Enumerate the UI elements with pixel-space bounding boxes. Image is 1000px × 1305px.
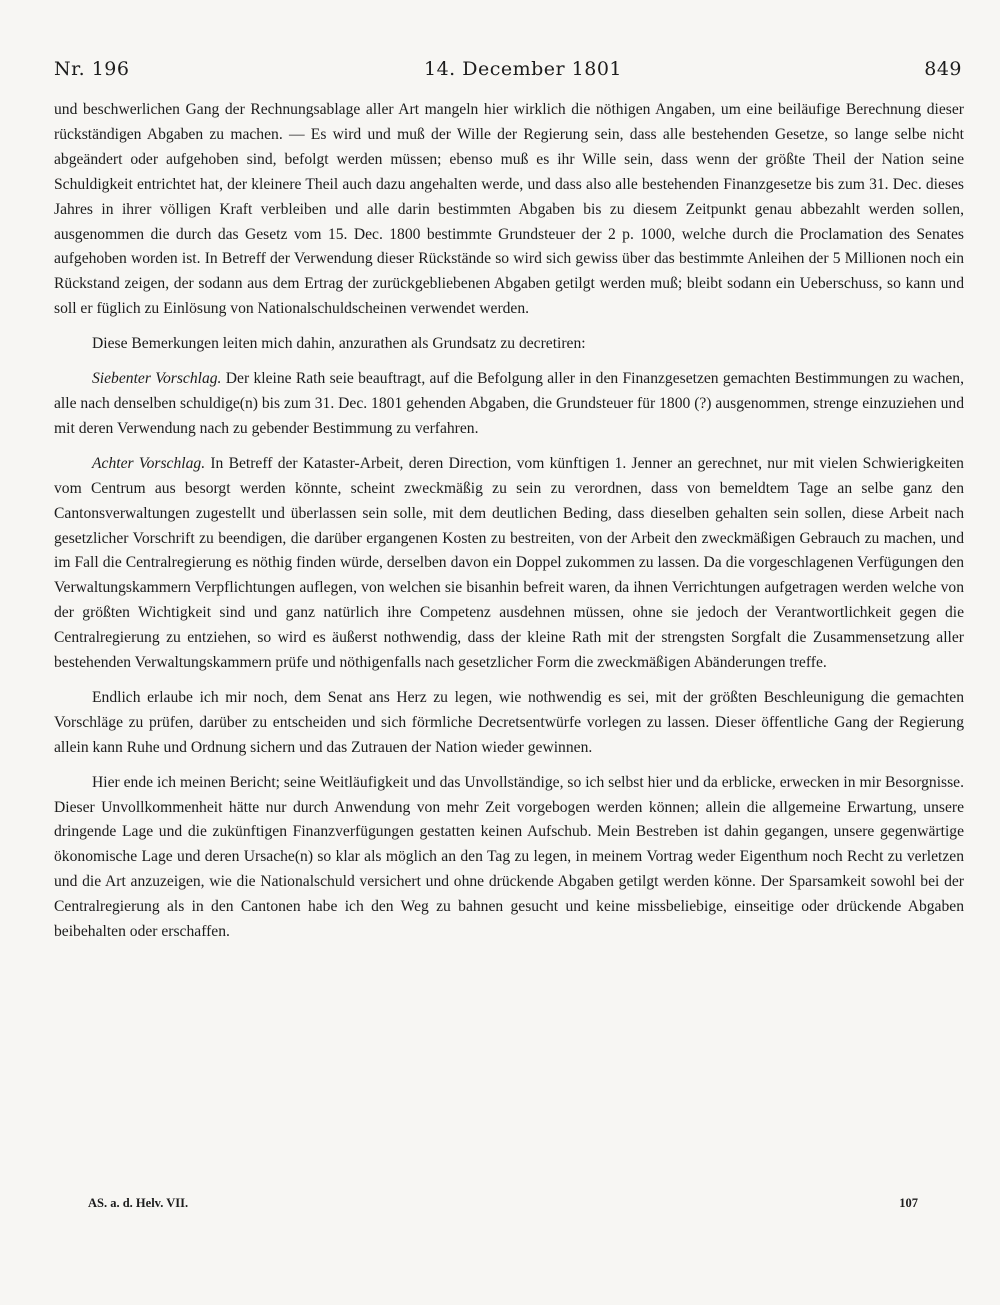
proposal-heading-8: Achter Vorschlag. [92,454,206,472]
paragraph-3 [54,367,964,442]
paragraph-2: Diese Bemerkungen leiten mich dahin, anzurathen als Grundsatz zu decretiren: [92,335,586,353]
proposal-text-7: Der kleine Rath seie beauftragt, auf die Befolgung aller in den Finanzgesetzen gemachten Bestimmungen zu wachen, alle nach denselben schuldige(n) bis zum 31. Dec. 1801 gehenden Abgaben, die Grundsteuer für 1800 (?) ausgenommen, strenge einzuziehen und mit deren Verwendung nach zu gebender Bestimmung zu verfahren. [54,370,964,437]
page-number: 849 [924,58,962,80]
page-footer [88,1196,918,1216]
proposal-heading-7: Siebenter Vorschlag. [92,370,222,388]
page-header [54,58,962,86]
document-date: 14. December 1801 [424,58,623,80]
paragraph-5: Endlich erlaube ich mir noch, dem Senat ans Herz zu legen, wie nothwendig es sei, mit der größten Beschleunigung die gemachten Vorschläge zu prüfen, darüber zu entscheiden und sich förmliche Decretsentwürfe vorlegen zu lassen. Dieser öffentliche Gang der Regierung allein kann Ruhe und Ordnung sichern und das Zutrauen der Nation wieder gewinnen. [54,688,964,756]
sheet-signature: 107 [899,1196,918,1210]
paragraph-6: Hier ende ich meinen Bericht; seine Weitläufigkeit und das Unvollständige, so ich selbst hier und da erblicke, erwecken in mir Besorgnisse. Dieser Unvollkommenheit hätte nur durch Anwendung von mehr Zeit vorgebogen werden können; allein die allgemeine Erwartung, unsere dringende Lage und die zukünftigen Finanzverfügungen gestatten keinen Aufschub. Mein Bestreben ist dahin gegangen, unsere gegenwärtige ökonomische Lage und deren Ursache(n) so klar als möglich an den Tag zu legen, in meinem Vortrag weder Eigenthum noch Recht zu verletzen und die Art anzuzeigen, wie die Nationalschuld versichert und ohne drückende Abgaben getilgt werden könne. Der Sparsamkeit sowohl bei der Centralregierung als in den Cantonen habe ich den Weg zu bahnen gesucht und keine missbeliebige, einseitige oder drückende Abgaben beibehalten oder erschaffen. [54,773,964,941]
paragraph-4 [54,452,964,676]
document-number: Nr. 196 [54,58,130,80]
body-text [54,98,964,945]
proposal-text-8: In Betreff der Kataster-Arbeit, deren Direction, vom künftigen 1. Jenner an gerechnet, nur mit vielen Schwierigkeiten vom Centrum aus besorgt werden könnte, scheint zweckmäßig zu sein zu verordnen, dass von bemeldtem Tage an selbe ganz den Cantonsverwaltungen zugestellt und überlassen sein solle, mit dem deutlichen Beding, dass dieselben gehalten sein sollen, diese Arbeit nach gesetzlicher Vorschrift zu beendigen, die darüber ergangenen Kosten zu bestreiten, von der Arbeit den zweckmäßigen Gebrauch zu machen, und im Fall die Centralregierung es nöthig finden würde, derselben davon ein Doppel zukommen zu lassen. Da die vorgeschlagenen Verfügungen den Verwaltungskammern Verpflichtungen auflegen, von welchen sie bisanhin befreit waren, da ihnen Verrichtungen aufgetragen werden welche von der größten Wichtigkeit sind und ganz natürlich ihre Competenz ausdehnen müssen, ohne sie jedoch der Verantwortlichkeit gegen die Centralregierung zu entziehen, so wird es äußerst nothwendig, dass der kleine Rath mit der strengsten Sorgfalt die Zusammensetzung aller bestehenden Verwaltungskammern prüfe und nöthigenfalls nach gesetzlicher Form die zweckmäßigen Abänderungen treffe. [54,454,964,672]
source-reference: AS. a. d. Helv. VII. [88,1196,189,1210]
paragraph-1: und beschwerlichen Gang der Rechnungsablage aller Art mangeln hier wirklich die nöthigen Angaben, um eine beiläufige Berechnung dieser rückständigen Abgaben zu machen. — Es wird und muß der Wille der Regierung sein, dass alle bestehenden Gesetze, so lange selbe nicht abgeändert oder aufgehoben sind, befolgt werden müssen; ebenso muß es ihr Wille sein, dass wenn der größte Theil der Nation seine Schuldigkeit entrichtet hat, der kleinere Theil auch dazu angehalten werde, und dass also alle bestehenden Finanzgesetze bis zum 31. Dec. dieses Jahres in ihrer völligen Kraft verbleiben und alle darin bestimmten Abgaben bis zu diesem Zeitpunkt genau abbezahlt werden sollen, ausgenommen die durch das Gesetz vom 15. Dec. 1800 bestimmte Grundsteuer der 2 p. 1000, welche durch die Proclamation des Senates aufgehoben worden ist. In Betreff der Verwendung dieser Rückstände so wird sich gewiss über das bestimmte Anleihen der 5 Millionen noch ein Rückstand zeigen, der sodann aus dem Ertrag der zurückgebliebenen Abgaben getilgt werden muß; bleibt sodann ein Ueberschuss, so kann und soll er füglich zu Einlösung von Nationalschuldscheinen verwendet werden. [54,101,964,318]
